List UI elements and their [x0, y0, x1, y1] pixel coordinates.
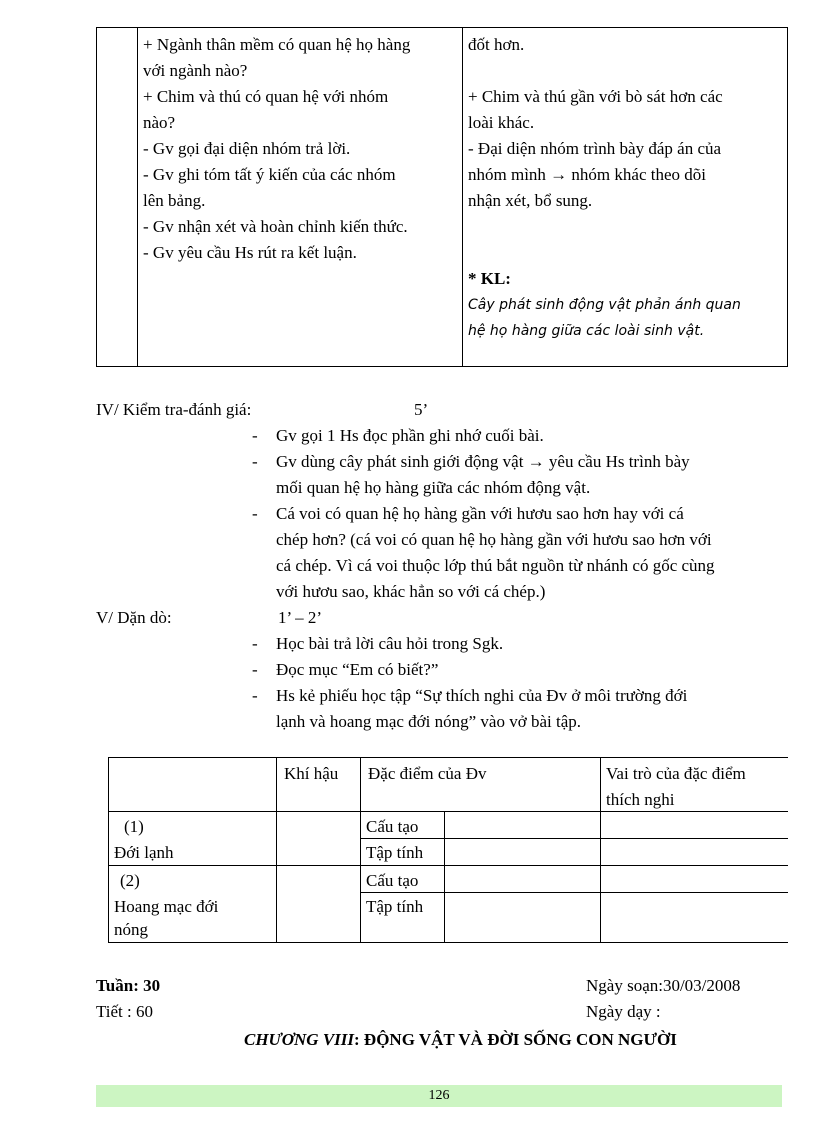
list-item: Cá voi có quan hệ họ hàng gần với hươu sao hơn hay với cá	[276, 504, 684, 523]
teacher-activity-cell	[143, 32, 410, 266]
list-item-continued: chép hơn? (cá voi có quan hệ họ hàng gần với hươu sao hơn với	[276, 530, 712, 549]
section-v-time: 1’ – 2’	[278, 608, 323, 627]
trait-behavior: Tập tính	[366, 843, 424, 862]
teaching-date: Ngày dạy :	[586, 1002, 661, 1021]
trait-behavior: Tập tính	[366, 897, 424, 916]
week-label: Tuần: 30	[96, 976, 161, 995]
text-line: lên bảng.	[143, 191, 206, 210]
page-number: 126	[428, 1088, 450, 1103]
trait-structure: Cấu tạo	[366, 817, 419, 836]
chapter-title	[244, 1027, 677, 1053]
section-iv-title: IV/ Kiểm tra-đánh giá:	[96, 400, 252, 419]
list-item-continued: cá chép. Vì cá voi thuộc lớp thú bắt nguồn từ nhánh có gốc cùng	[276, 556, 715, 575]
list-item: Hs kẻ phiếu học tập “Sự thích nghi của Đv ở môi trường đới	[276, 686, 688, 705]
adaptation-table	[108, 757, 788, 943]
bullet: -	[252, 660, 258, 679]
header-role: thích nghi	[606, 790, 675, 809]
text-line: - Gv ghi tóm tất ý kiến của các nhóm	[143, 165, 396, 184]
conclusion-text: Cây phát sinh động vật phản ánh quan	[468, 297, 741, 313]
bullet: -	[252, 452, 258, 471]
text-line: loài khác.	[468, 113, 535, 132]
row-number: (2)	[120, 871, 140, 890]
text-line: - Gv yêu cầu Hs rút ra kết luận.	[143, 243, 357, 262]
header-climate: Khí hậu	[284, 764, 339, 783]
text-line: nhóm mình → nhóm khác theo dõi	[468, 165, 706, 184]
text-line: nhận xét, bổ sung.	[468, 191, 593, 210]
row-label-hot-desert: nóng	[114, 920, 148, 939]
conclusion-label: * KL:	[468, 269, 511, 288]
prepared-date: Ngày soạn:30/03/2008	[586, 976, 741, 995]
header-role: Vai trò của đặc điểm	[606, 764, 746, 783]
column-divider	[462, 28, 463, 366]
text-line: nào?	[143, 113, 176, 132]
bullet: -	[252, 426, 258, 445]
chapter-name: : ĐỘNG VẬT VÀ ĐỜI SỐNG CON NGƯỜI	[354, 1030, 677, 1049]
conclusion-text: hệ họ hàng giữa các loài sinh vật.	[468, 323, 705, 339]
text-line: + Chim và thú gần với bò sát hơn các	[468, 87, 723, 106]
text-line: với ngành nào?	[143, 61, 248, 80]
text-line: + Ngành thân mềm có quan hệ họ hàng	[143, 35, 411, 54]
list-item-continued: lạnh và hoang mạc đới nóng” vào vở bài tập.	[276, 712, 582, 731]
text-line: + Chim và thú có quan hệ với nhóm	[143, 87, 389, 106]
text-line: - Đại diện nhóm trình bày đáp án của	[468, 139, 722, 158]
chapter-number: CHƯƠNG VIII	[244, 1030, 355, 1049]
list-item: Gv dùng cây phát sinh giới động vật → yêu cầu Hs trình bày	[276, 452, 690, 471]
list-item: Học bài trả lời câu hỏi trong Sgk.	[276, 634, 504, 653]
text-line: - Gv nhận xét và hoàn chỉnh kiến thức.	[143, 217, 408, 236]
page-footer	[96, 1085, 782, 1107]
section-iv-list	[0, 423, 816, 605]
text-line: đốt hơn.	[468, 35, 525, 54]
row-label-hot-desert: Hoang mạc đới	[114, 897, 219, 916]
list-item: Gv gọi 1 Hs đọc phần ghi nhớ cuối bài.	[276, 426, 544, 445]
list-item-continued: với hươu sao, khác hẳn so với cá chép.)	[276, 582, 546, 601]
row-number: (1)	[124, 817, 144, 836]
trait-structure: Cấu tạo	[366, 871, 419, 890]
header-animal-traits: Đặc điểm của Đv	[368, 764, 487, 783]
text-line: - Gv gọi đại diện nhóm trả lời.	[143, 139, 351, 158]
period-label: Tiết : 60	[96, 1002, 154, 1021]
column-divider	[137, 28, 138, 366]
bullet: -	[252, 686, 258, 705]
bullet: -	[252, 634, 258, 653]
student-activity-cell	[468, 32, 741, 344]
bullet: -	[252, 504, 258, 523]
list-item-continued: mối quan hệ họ hàng giữa các nhóm động vật.	[276, 478, 591, 497]
section-v-title: V/ Dặn dò:	[96, 608, 172, 627]
section-iv-time: 5’	[414, 400, 429, 419]
list-item: Đọc mục “Em có biết?”	[276, 660, 439, 679]
top-table	[96, 27, 788, 367]
row-label-cold-zone: Đới lạnh	[114, 843, 174, 862]
section-v-list	[0, 631, 816, 735]
